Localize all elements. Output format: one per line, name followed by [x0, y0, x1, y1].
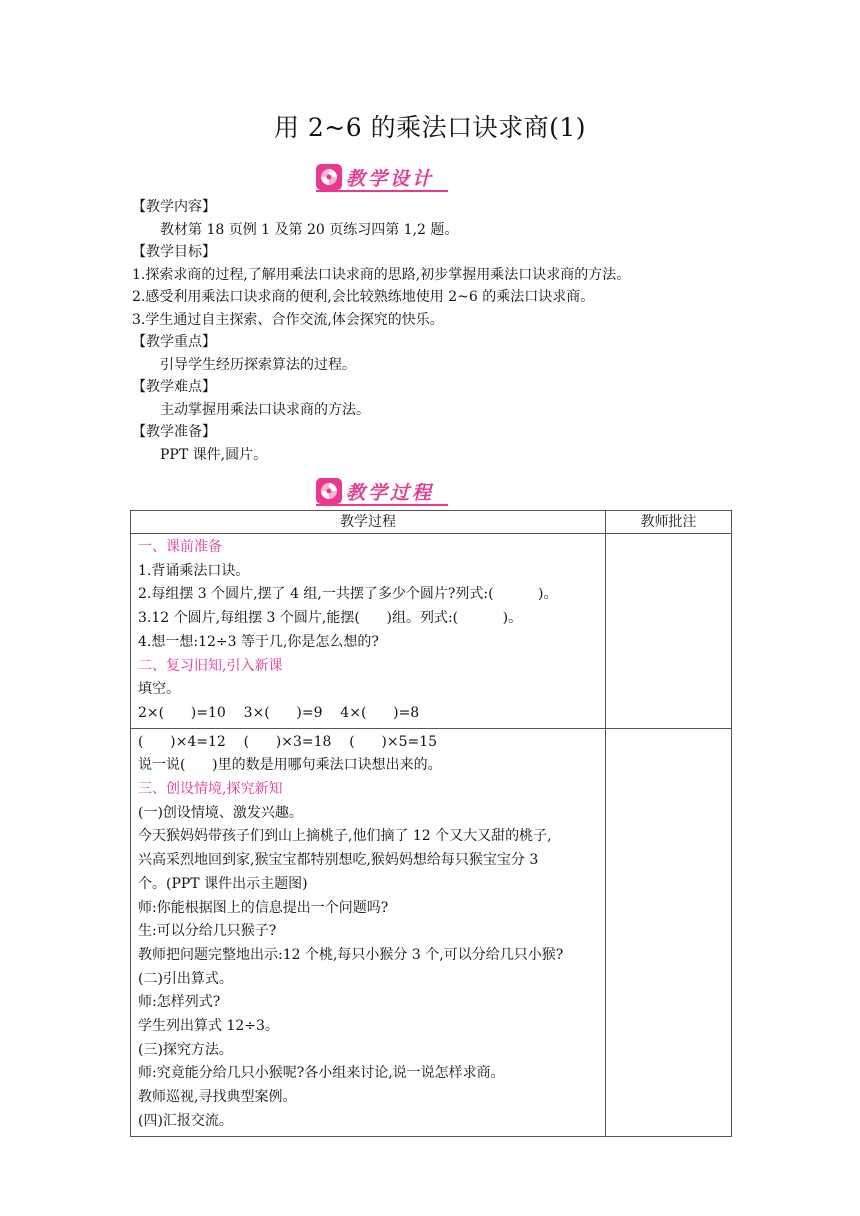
- process-line: 生:可以分给几只猴子?: [138, 923, 277, 940]
- section-text: 3.学生通过自主探索、合作交流,体会探究的快乐。: [132, 311, 444, 328]
- banner-label: 教学设计: [346, 167, 435, 190]
- process-section-heading: 三、创设情境,探究新知: [138, 781, 283, 798]
- process-line: 2×( )=10 3×( )=9 4×( )=8: [138, 704, 420, 721]
- process-line: ( )×4=12 ( )×3=18 ( )×5=15: [138, 733, 438, 750]
- section-heading: 【教学难点】: [132, 379, 216, 395]
- table-row: [131, 534, 732, 729]
- process-line: (四)汇报交流。: [138, 1112, 233, 1129]
- teacher-notes-cell: [606, 534, 732, 729]
- process-line: 学生列出算式 12÷3。: [138, 1018, 279, 1035]
- process-table: [130, 510, 732, 1137]
- section-heading: 【教学内容】: [132, 199, 216, 215]
- process-line: 教师把问题完整地出示:12 个桃,每只小猴分 3 个,可以分给几只小猴?: [138, 946, 564, 963]
- section-heading: 【教学目标】: [132, 244, 216, 260]
- banner-label: 教学过程: [346, 481, 435, 504]
- process-line: 今天猴妈妈带孩子们到山上摘桃子,他们摘了 12 个又大又甜的桃子,: [138, 828, 552, 845]
- section-text: 1.探索求商的过程,了解用乘法口诀求商的思路,初步掌握用乘法口诀求商的方法。: [132, 266, 631, 283]
- process-line: 填空。: [138, 681, 180, 698]
- process-cell: [131, 534, 606, 729]
- header-notes: 教师批注: [606, 511, 732, 534]
- section-heading: 【教学准备】: [132, 424, 216, 440]
- page-title: 用 2~6 的乘法口诀求商(1): [273, 113, 587, 142]
- pinwheel-logo-icon: [316, 478, 342, 504]
- process-line: (一)创设情境、激发兴趣。: [138, 804, 303, 821]
- process-cell: [131, 728, 606, 1136]
- process-line: 个。(PPT 课件出示主题图): [138, 875, 308, 892]
- process-line: 教师巡视,寻找典型案例。: [138, 1089, 297, 1106]
- banner-underline: [316, 190, 448, 192]
- process-line: 说一说( )里的数是用哪句乘法口诀想出来的。: [138, 757, 442, 774]
- section-banner-process: [316, 476, 434, 506]
- banner-underline: [316, 504, 448, 506]
- process-line: 师:究竟能分给几只小猴呢?各小组来讨论,说一说怎样求商。: [138, 1065, 505, 1082]
- table-header-row: [131, 511, 732, 534]
- process-line: 兴高采烈地回到家,猴宝宝都特别想吃,猴妈妈想给每只猴宝宝分 3: [138, 852, 539, 869]
- process-line: 师:怎样列式?: [138, 994, 221, 1011]
- section-text: 引导学生经历探索算法的过程。: [160, 356, 356, 373]
- process-line: (二)引出算式。: [138, 970, 233, 987]
- process-section-heading: 二、复习旧知,引入新课: [138, 657, 283, 674]
- process-line: 3.12 个圆片,每组摆 3 个圆片,能摆( )组。列式:( )。: [138, 610, 523, 627]
- section-text: 教材第 18 页例 1 及第 20 页练习四第 1,2 题。: [160, 221, 459, 238]
- table-row: [131, 728, 732, 1136]
- process-section-heading: 一、课前准备: [138, 539, 222, 555]
- pinwheel-logo-icon: [316, 164, 342, 190]
- section-banner-design: [316, 162, 434, 192]
- process-line: 2.每组摆 3 个圆片,摆了 4 组,一共摆了多少个圆片?列式:( )。: [138, 586, 558, 603]
- section-heading: 【教学重点】: [132, 334, 216, 350]
- process-line: 4.想一想:12÷3 等于几,你是怎么想的?: [138, 633, 379, 650]
- section-text: PPT 课件,圆片。: [160, 446, 268, 463]
- process-line: 师:你能根据图上的信息提出一个问题吗?: [138, 899, 389, 916]
- section-text: 2.感受利用乘法口诀求商的便利,会比较熟练地使用 2~6 的乘法口诀求商。: [132, 289, 595, 305]
- teacher-notes-cell: [606, 728, 732, 1136]
- section-text: 主动掌握用乘法口诀求商的方法。: [160, 401, 370, 418]
- process-line: (三)探究方法。: [138, 1041, 233, 1058]
- process-line: 1.背诵乘法口诀。: [138, 562, 250, 579]
- header-process: 教学过程: [131, 511, 606, 534]
